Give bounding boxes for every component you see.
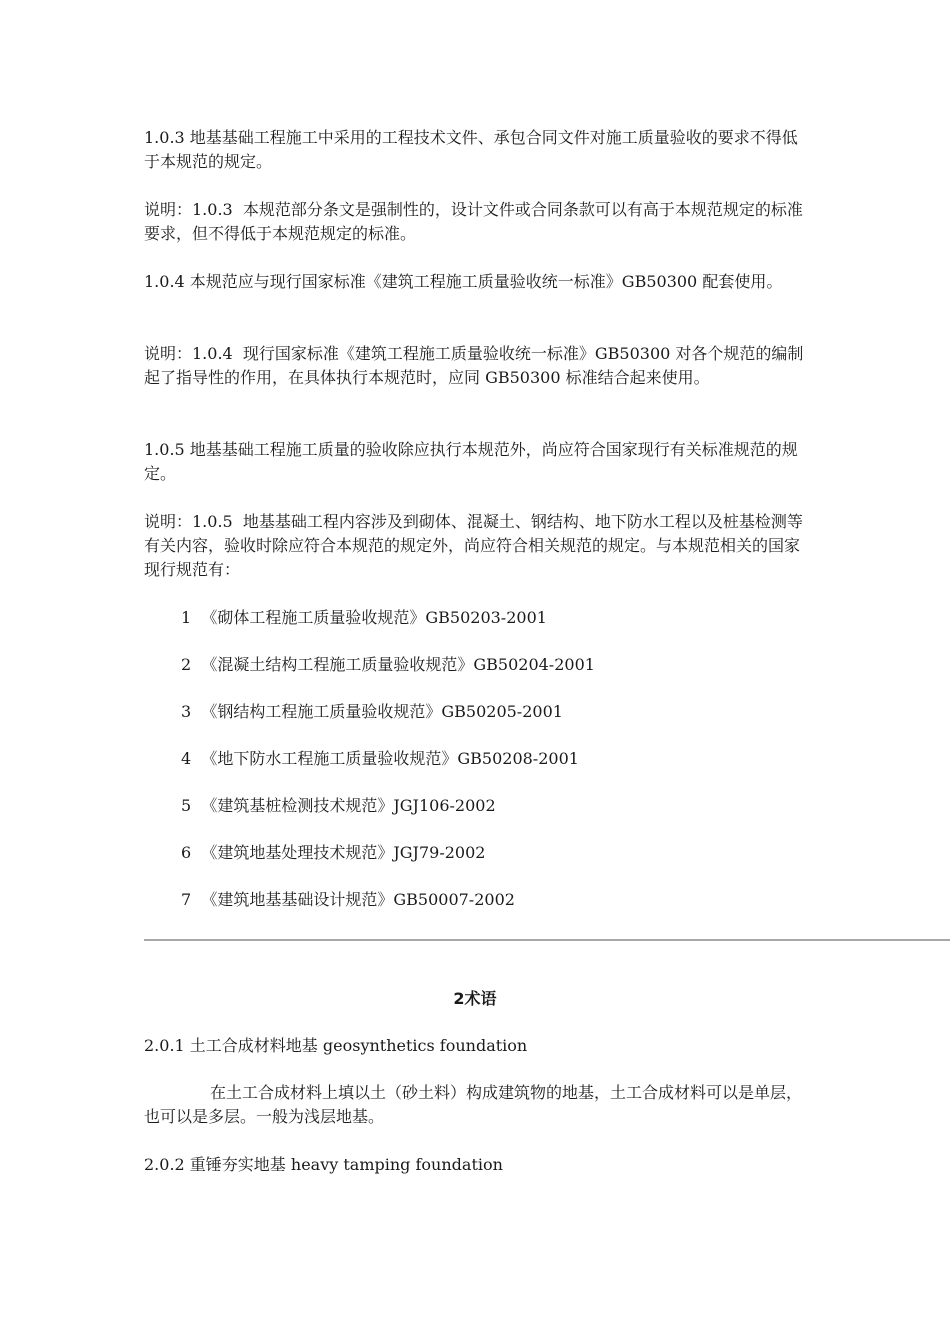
list-item-text: 《建筑地基处理技术规范》JGJ79-2002: [201, 843, 486, 862]
list-item-number: 7: [181, 890, 192, 909]
list-item-text: 《钢结构工程施工质量验收规范》GB50205-2001: [201, 702, 563, 721]
list-item-number: 5: [181, 796, 192, 815]
list-item-text: 《混凝土结构工程施工质量验收规范》GB50204-2001: [201, 655, 595, 674]
list-item-text: 《地下防水工程施工质量验收规范》GB50208-2001: [201, 749, 579, 768]
list-item-text: 《建筑地基基础设计规范》GB50007-2002: [201, 890, 515, 909]
list-item-text: 《砌体工程施工质量验收规范》GB50203-2001: [201, 608, 547, 627]
standards-list: [144, 606, 806, 912]
list-item: [144, 841, 806, 865]
list-item-number: 2: [181, 655, 192, 674]
list-item: [144, 794, 806, 818]
clause-2-0-1: 2.0.1 土工合成材料地基 geosynthetics foundation: [144, 1036, 528, 1055]
clause-1-0-5: 1.0.5 地基基础工程施工质量的验收除应执行本规范外，尚应符合国家现行有关标准规范的规定。: [144, 440, 798, 483]
list-item: [144, 747, 806, 771]
clause-1-0-4: 1.0.4 本规范应与现行国家标准《建筑工程施工质量验收统一标准》GB50300 配套使用。: [144, 272, 783, 291]
list-item-number: 3: [181, 702, 192, 721]
list-item: [144, 700, 806, 724]
clause-1-0-3-note: 说明：1.0.3 本规范部分条文是强制性的，设计文件或合同条款可以有高于本规范规定的标准要求，但不得低于本规范规定的标准。: [144, 200, 803, 243]
clause-2-0-2: 2.0.2 重锤夯实地基 heavy tamping foundation: [144, 1155, 503, 1174]
list-item-number: 6: [181, 843, 192, 862]
section-heading: 2术语: [453, 989, 497, 1008]
horizontal-divider: [144, 939, 950, 941]
list-item-text: 《建筑基桩检测技术规范》JGJ106-2002: [201, 796, 496, 815]
list-item: [144, 653, 806, 677]
clause-2-0-1-body: 在土工合成材料上填以土（砂土料）构成建筑物的地基，土工合成材料可以是单层，也可以是多层。一般为浅层地基。: [144, 1083, 803, 1126]
list-item: [144, 888, 806, 912]
clause-1-0-5-note: 说明：1.0.5 地基基础工程内容涉及到砌体、混凝土、钢结构、地下防水工程以及桩基检测等有关内容，验收时除应符合本规范的规定外，尚应符合相关规范的规定。与本规范相关的国家现行规范有：: [144, 512, 803, 579]
list-item-number: 4: [181, 749, 192, 768]
list-item: [144, 606, 806, 630]
clause-1-0-4-note: 说明：1.0.4 现行国家标准《建筑工程施工质量验收统一标准》GB50300 对各个规范的编制起了指导性的作用，在具体执行本规范时，应同 GB50300 标准结合起来使用。: [144, 344, 804, 387]
clause-1-0-3: 1.0.3 地基基础工程施工中采用的工程技术文件、承包合同文件对施工质量验收的要求不得低于本规范的规定。: [144, 128, 798, 171]
list-item-number: 1: [181, 608, 192, 627]
